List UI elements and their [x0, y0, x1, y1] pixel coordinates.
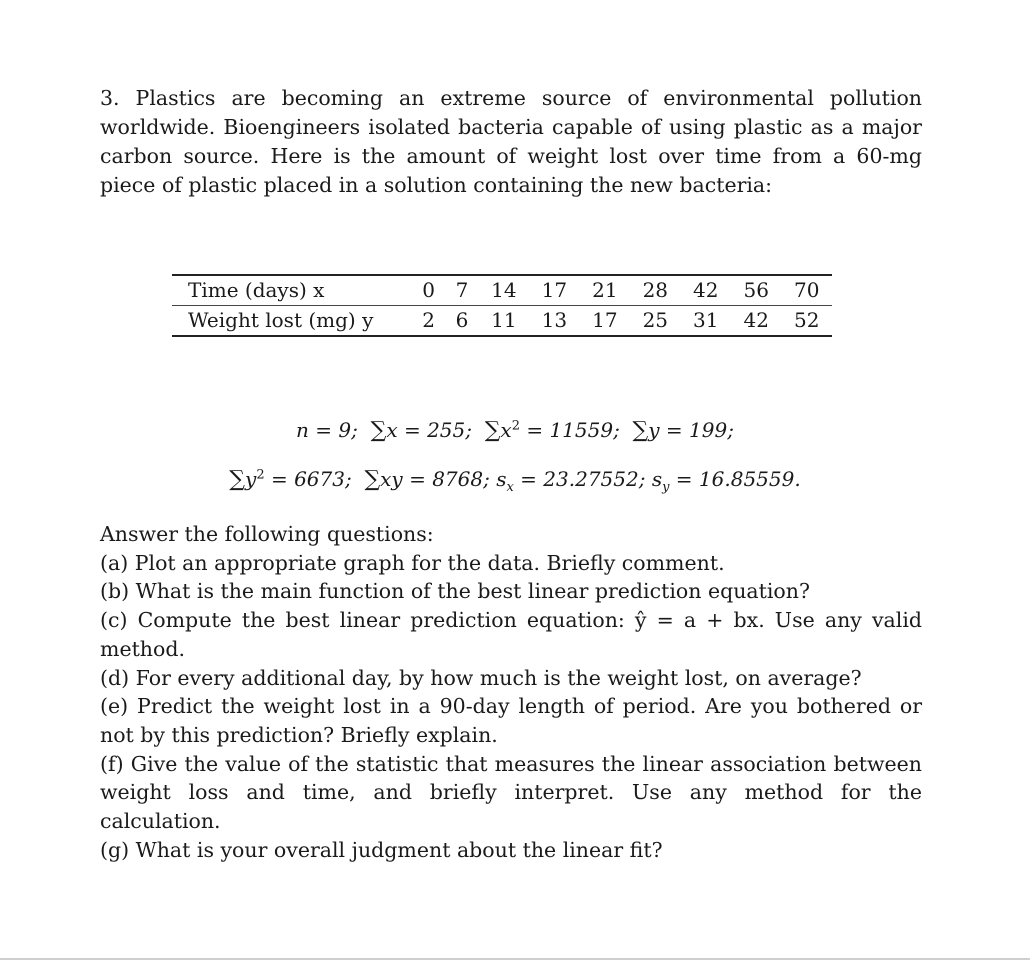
- question-a: (a) Plot an appropriate graph for the data. Briefly comment.: [100, 550, 725, 575]
- question-b: (b) What is the main function of the best linear prediction equation?: [100, 579, 810, 604]
- n-value: n = 9;: [296, 418, 358, 442]
- sum-y: y = 199;: [648, 418, 734, 442]
- question-g: (g) What is your overall judgment about the linear fit?: [100, 837, 663, 862]
- sigma-symbol: ∑: [632, 418, 649, 443]
- sum-xy: xy = 8768;: [380, 467, 490, 491]
- y-cell: 31: [693, 308, 719, 332]
- intro-paragraph: 3. Plastics are becoming an extreme source of environmental pollution worldwide. Bioengineers isolated bacteria capable of using plastic as a major carbon source. Here is the amount of weight lost over time from a 60-mg piece of plastic placed in a solution containing the new bacteria:: [100, 86, 922, 197]
- sx-symbol: s: [496, 467, 507, 491]
- x-cell: 42: [681, 275, 731, 306]
- questions-heading: Answer the following questions:: [100, 522, 434, 546]
- sigma-symbol: ∑: [364, 467, 381, 492]
- x-cell: 17: [529, 275, 579, 306]
- sy-value: = 16.85559.: [669, 467, 801, 491]
- square-exponent: 2: [256, 467, 265, 483]
- x-cell: 28: [630, 275, 680, 306]
- sum-x2-base: x: [500, 418, 512, 442]
- y-cell: 25: [642, 308, 669, 332]
- y-cell: 6: [455, 308, 469, 332]
- x-cell: 21: [580, 275, 630, 306]
- y-cell: 42: [743, 308, 769, 332]
- question-d: (d) For every additional day, by how much is the weight lost, on average?: [100, 665, 862, 690]
- x-cell: 7: [445, 275, 478, 306]
- sigma-symbol: ∑: [484, 418, 501, 443]
- x-cell: 0: [412, 275, 445, 306]
- sum-y2-base: y: [245, 467, 257, 491]
- sigma-symbol: ∑: [229, 467, 246, 492]
- weight-row: [172, 306, 832, 337]
- sy-subscript: y: [662, 480, 670, 495]
- weight-row-label: Weight lost (mg) y: [188, 308, 374, 332]
- sum-x2-value: = 11559;: [519, 418, 620, 442]
- x-cell: 14: [479, 275, 529, 306]
- sigma-symbol: ∑: [370, 418, 387, 443]
- sx-subscript: x: [506, 480, 514, 495]
- question-c: (c) Compute the best linear prediction equation: ŷ = a + bx. Use any valid method.: [100, 608, 922, 661]
- data-table-container: [172, 274, 832, 337]
- question-f: (f) Give the value of the statistic that measures the linear association between weight loss and time, and briefly interpret. Use any method for the calculation.: [100, 751, 922, 834]
- y-cell: 11: [491, 308, 517, 332]
- x-cell: 56: [731, 275, 781, 306]
- sum-x: x = 255;: [386, 418, 472, 442]
- summary-line-2: [0, 467, 1030, 495]
- time-row: [172, 275, 832, 306]
- y-cell: 17: [592, 308, 618, 332]
- bottom-divider: [0, 958, 1030, 960]
- y-cell: 2: [422, 308, 436, 332]
- summary-line-1: [0, 418, 1030, 443]
- question-e: (e) Predict the weight lost in a 90-day length of period. Are you bothered or not by this prediction? Briefly explain.: [100, 694, 922, 747]
- y-cell: 13: [541, 308, 568, 332]
- x-cell: 70: [781, 275, 832, 306]
- square-exponent: 2: [511, 418, 520, 434]
- data-table: [172, 274, 832, 337]
- problem-statement: [100, 84, 922, 200]
- sy-symbol: s: [651, 467, 663, 491]
- sx-value: = 23.27552;: [513, 467, 646, 491]
- y-cell: 52: [794, 308, 820, 332]
- sum-y2-value: = 6673;: [264, 467, 352, 491]
- time-row-label: Time (days) x: [172, 275, 412, 306]
- questions-block: [100, 520, 922, 864]
